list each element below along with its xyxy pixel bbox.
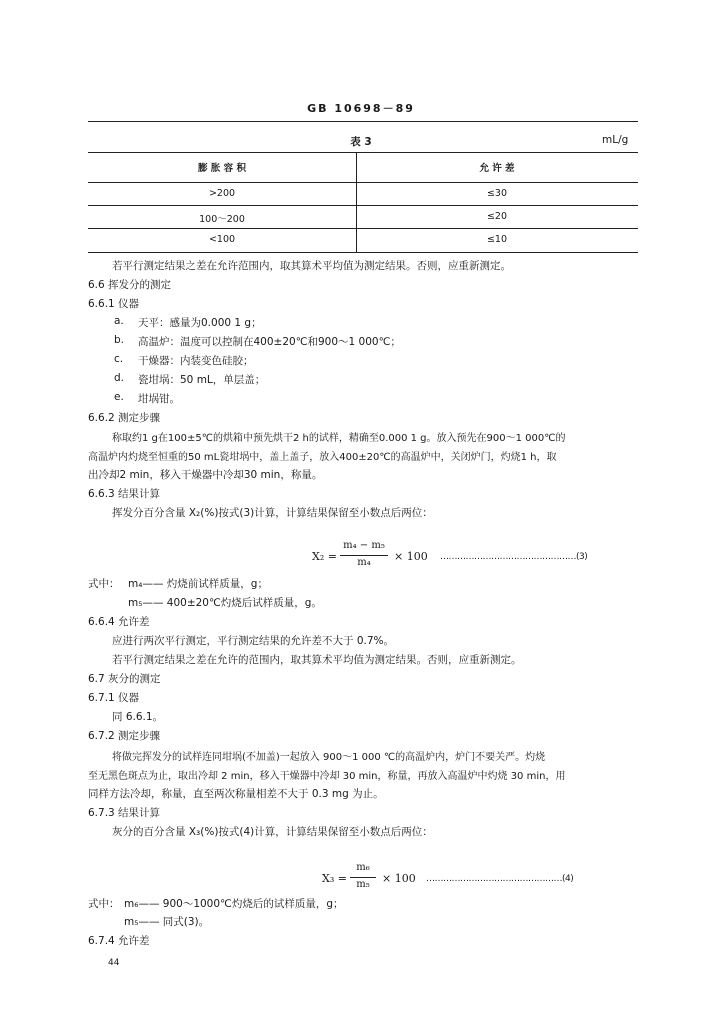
formula-3-lhs: X₂ =	[312, 550, 337, 563]
list-item	[114, 334, 401, 348]
header-rule	[88, 121, 638, 122]
formula-4-lhs: X₃ =	[322, 872, 347, 885]
paragraph: 灰分的百分含量 X₃(%)按式(4)计算，计算结果保留至小数点后两位：	[112, 826, 433, 838]
section-heading-6-7-1: 6.7.1 仪器	[88, 692, 140, 704]
formula-4-denominator: m₅	[356, 879, 370, 890]
formula-3-multiplier: × 100	[394, 550, 428, 563]
variable-definition: m₅—— 同式(3)。	[124, 916, 210, 928]
paragraph: 同样方法冷却，称量，直至两次称量相差不大于 0.3 mg 为止。	[88, 788, 384, 800]
list-marker: a.	[114, 315, 124, 327]
paragraph: 出冷却2 min，移入干燥器中冷却30 min，称量。	[88, 469, 323, 481]
table-cell: >200	[208, 188, 236, 199]
list-text: 高温炉：温度可以控制在400±20℃和900～1 000℃；	[138, 336, 401, 348]
list-item	[114, 391, 180, 405]
formula-3-denominator: m₄	[357, 557, 371, 568]
where-label: 式中：	[88, 898, 120, 910]
table-unit: mL/g	[602, 134, 629, 146]
section-heading-6-6-3: 6.6.3 结果计算	[88, 488, 161, 500]
variable-definition: m₄—— 灼烧前试样质量，g；	[128, 578, 268, 590]
section-heading-6-6-4: 6.6.4 允许差	[88, 616, 150, 628]
page-number: 44	[108, 958, 120, 968]
table-title: 表 3	[350, 136, 372, 148]
table-header-expansion-volume: 膨 胀 容 积	[198, 163, 246, 174]
paragraph: 至无黑色斑点为止，取出冷却 2 min，移入干燥器中冷却 30 min，称量，再放入高温炉中灼烧 30 min，用	[88, 771, 566, 782]
paragraph: 应进行两次平行测定，平行测定结果的允许差不大于 0.7%。	[112, 635, 395, 647]
variable-definition: m₅—— 400±20℃灼烧后试样质量，g。	[128, 597, 322, 609]
paragraph: 将做完挥发分的试样连同坩埚(不加盖)一起放入 900～1 000 ℃的高温炉内，炉门不要关严。灼烧	[112, 752, 546, 763]
where-label: 式中：	[88, 578, 120, 590]
paragraph: 若平行测定结果之差在允许的范围内，取其算术平均值为测定结果。否则，应重新测定。	[112, 654, 522, 666]
table-cell: <100	[208, 234, 236, 245]
table-header-rule	[88, 182, 638, 183]
section-heading-6-6-2: 6.6.2 测定步骤	[88, 412, 161, 424]
list-text: 瓷坩埚：50 mL，单层盖；	[138, 374, 266, 386]
section-heading-6-7-4: 6.7.4 允许差	[88, 935, 150, 947]
formula-4-tag: …………………………………………(4)	[426, 874, 574, 884]
table-top-rule	[88, 152, 638, 153]
paragraph: 同 6.6.1。	[112, 711, 164, 723]
list-marker: c.	[114, 353, 124, 365]
formula-3-fraction-bar	[340, 555, 388, 556]
list-text: 天平：感量为0.000 1 g；	[138, 317, 262, 329]
list-marker: e.	[114, 391, 124, 403]
table-cell: ≤20	[486, 211, 508, 222]
table-header-tolerance: 允 许 差	[479, 163, 515, 174]
section-heading-6-6: 6.6 挥发分的测定	[88, 279, 172, 291]
section-heading-6-7: 6.7 灰分的测定	[88, 673, 161, 685]
formula-3-tag: …………………………………………(3)	[440, 552, 588, 562]
formula-4-numerator: m₆	[356, 862, 370, 873]
list-item	[114, 372, 266, 386]
list-text: 干燥器：内装变色硅胶；	[138, 355, 254, 367]
standard-header: GB 10698－89	[307, 102, 415, 115]
section-heading-6-6-1: 6.6.1 仪器	[88, 298, 140, 310]
formula-3-numerator: m₄ − m₅	[343, 540, 385, 551]
table-row-rule	[88, 205, 638, 206]
table-row-rule	[88, 228, 638, 229]
variable-definition: m₆—— 900～1000℃灼烧后的试样质量，g；	[124, 898, 344, 910]
paragraph: 高温炉内灼烧至恒重的50 mL瓷坩埚中，盖上盖子，放入400±20℃的高温炉中，关闭炉门，灼烧1 h，取	[88, 452, 557, 463]
list-marker: d.	[114, 372, 125, 384]
paragraph: 若平行测定结果之差在允许范围内，取其算术平均值为测定结果。否则，应重新测定。	[112, 260, 511, 272]
list-item	[114, 353, 254, 367]
section-heading-6-7-3: 6.7.3 结果计算	[88, 807, 161, 819]
formula-4-fraction-bar	[350, 877, 376, 878]
list-marker: b.	[114, 334, 125, 346]
formula-4-multiplier: × 100	[382, 872, 416, 885]
table-cell: ≤10	[486, 234, 508, 245]
paragraph: 挥发分百分含量 X₂(%)按式(3)计算，计算结果保留至小数点后两位：	[112, 507, 433, 519]
list-item	[114, 315, 262, 329]
paragraph: 称取约1 g在100±5℃的烘箱中预先烘干2 h的试样，精确至0.000 1 g。放入预先在900～1 000℃的	[112, 433, 566, 444]
table-bottom-rule	[88, 252, 638, 253]
list-text: 坩埚钳。	[138, 393, 180, 405]
section-heading-6-7-2: 6.7.2 测定步骤	[88, 730, 161, 742]
table-cell: 100～200	[199, 214, 245, 225]
table-cell: ≤30	[486, 188, 508, 199]
